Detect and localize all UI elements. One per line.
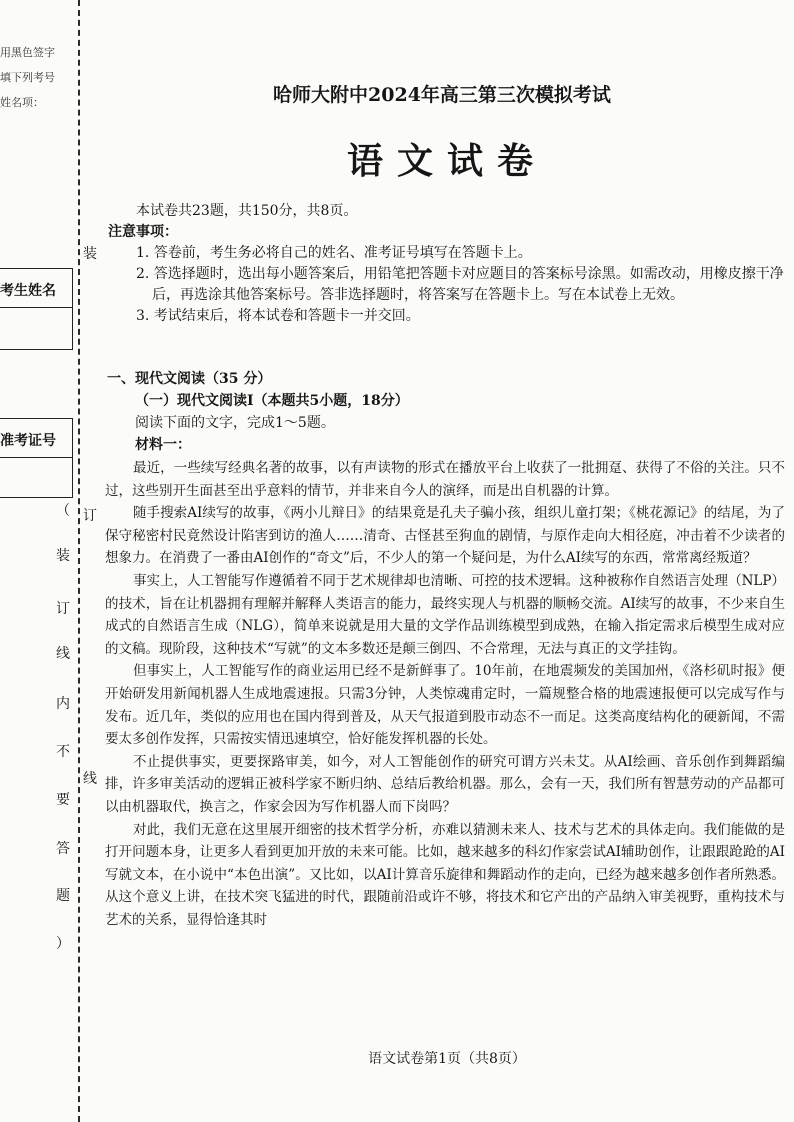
warning-char: 答 [56,841,70,857]
article-paragraph: 但事实上，人工智能写作的商业运用已经不是新鲜事了。10年前，在地震频发的美国加州，《洛杉矶时报》便开始研发用新闻机器人生成地震速报。只需3分钟，人类惊魂甫定时，一篇规整合格的地震速报便可以完成写作与发布。近几年，类似的应用也在国内得到普及，从天气报道到股市动态不一而足。这类高度结构化的硬新闻，不需要太多创作发挥，只需按实情迅速填空，恰好能发挥机器的长处。 [105,663,785,748]
warning-char: 装 [56,548,70,564]
id-field-box [0,418,73,498]
warning-char: 要 [56,792,70,808]
notice-item: 2. 答选择题时，选出每小题答案后，用铅笔把答题卡对应题目的答案标号涂黑。如需改动，用橡皮擦干净后，再选涂其他答案标号。答非选择题时，将答案写在答题卡上。写在本试卷上无效。 [136,266,784,303]
warning-char: 题 [56,888,70,904]
name-field-box [0,268,73,350]
notice-list [136,243,784,327]
id-label: 准考证号 [0,433,56,449]
exam-title: 哈师大附中2024年高三第三次模拟考试 [273,84,611,106]
exam-intro: 本试卷共23题，共150分，共8页。 [136,203,358,219]
article-paragraph: 对此，我们无意在这里展开细密的技术哲学分析，亦难以猜测未来人、技术与艺术的具体走向。我们能做的是打开问题本身，让更多人看到更加开放的未来可能。比如，越来越多的科幻作家尝试AI辅助创作，让跟跟跄跄的AI写就文本，在小说中“本色出演”。又比如，以AI计算音乐旋律和舞蹈动作的走向，已经为越来越多创作者所熟悉。从这个意义上讲，在技术突飞猛进的时代，跟随前沿或许不够，将技术和它产出的产品纳入审美视野，重构技术与艺术的关系，显得恰逢其时 [105,821,785,928]
binding-char-xian: 线 [83,771,97,787]
section-heading: 一、现代文阅读（35 分） [107,371,272,387]
side-note-2: 填下列考号 [0,71,55,84]
side-note-1: 用黑色签字 [0,46,55,59]
side-note-3: 姓名项： [0,96,44,109]
article-paragraph: 不止提供事实，更要探路审美，如今，对人工智能创作的研究可谓方兴未艾。从AI绘画、音乐创作到舞蹈编排，许多审美活动的逻辑正被科学家不断归纳、总结后教给机器。那么，会有一天，我们所有智慧劳动的产品都可以由机器取代，换言之，作家会因为写作机器人而下岗吗？ [105,753,785,815]
notice-heading: 注意事项： [108,224,178,240]
binding-char-ding: 订 [83,508,97,524]
article-paragraph: 最近，一些续写经典名著的故事，以有声读物的形式在播放平台上收获了一批拥趸、获得了不俗的关注。只不过，这些别开生面甚至出乎意料的情节，并非来自今人的演绎，而是出自机器的计算。 [105,460,785,499]
warning-char: 内 [56,696,70,712]
page-footer: 语文试卷第1页（共8页） [368,1051,526,1067]
warning-char: 线 [56,646,70,662]
article-body [105,457,785,931]
reading-instruction: 阅读下面的文字，完成1～5题。 [135,415,335,431]
subject-title: 语文试卷 [346,140,547,182]
warning-char: （ [56,503,70,519]
warning-char: ） [56,936,70,952]
article-paragraph: 事实上，人工智能写作遵循着不同于艺术规律却也清晰、可控的技术逻辑。这种被称作自然语言处理（NLP）的技术，旨在让机器拥有理解并解释人类语言的能力，最终实现人与机器的顺畅交流。AI续写的故事，不少来自生成式的自然语言生成（NLG），简单来说就是用大量的文学作品训练模型到成熟，在输入指定需求后模型生成对应的文稿。现阶段，这种技术“写就”的文本多数还是颠三倒四、不合常理，无法与真正的文学挂钩。 [105,572,785,657]
warning-char: 订 [56,601,70,617]
material-label: 材料一： [135,437,191,453]
notice-item: 1. 答卷前，考生务必将自己的姓名、准考证号填写在答题卡上。 [136,245,532,261]
name-label: 考生姓名 [0,283,56,299]
article-paragraph: 随手搜索AI续写的故事，《两小儿辩日》的结果竟是孔夫子骗小孩，组织儿童打架；《桃花源记》的结尾，为了保守秘密村民竟然设计陷害到访的渔人……清奇、古怪甚至狗血的剧情，与原作走向大相径庭，冲击着不少读者的想象力。在消费了一番由AI创作的“奇文”后，不少人的第一个疑问是，为什么AI续写的东西，常常离经叛道？ [105,505,785,567]
warning-char: 不 [56,744,70,760]
notice-item: 3. 考试结束后，将本试卷和答题卡一并交回。 [136,308,420,324]
section-subheading: （一）现代文阅读Ⅰ（本题共5小题，18分） [135,393,409,409]
binding-char-zhuang: 装 [83,246,97,262]
